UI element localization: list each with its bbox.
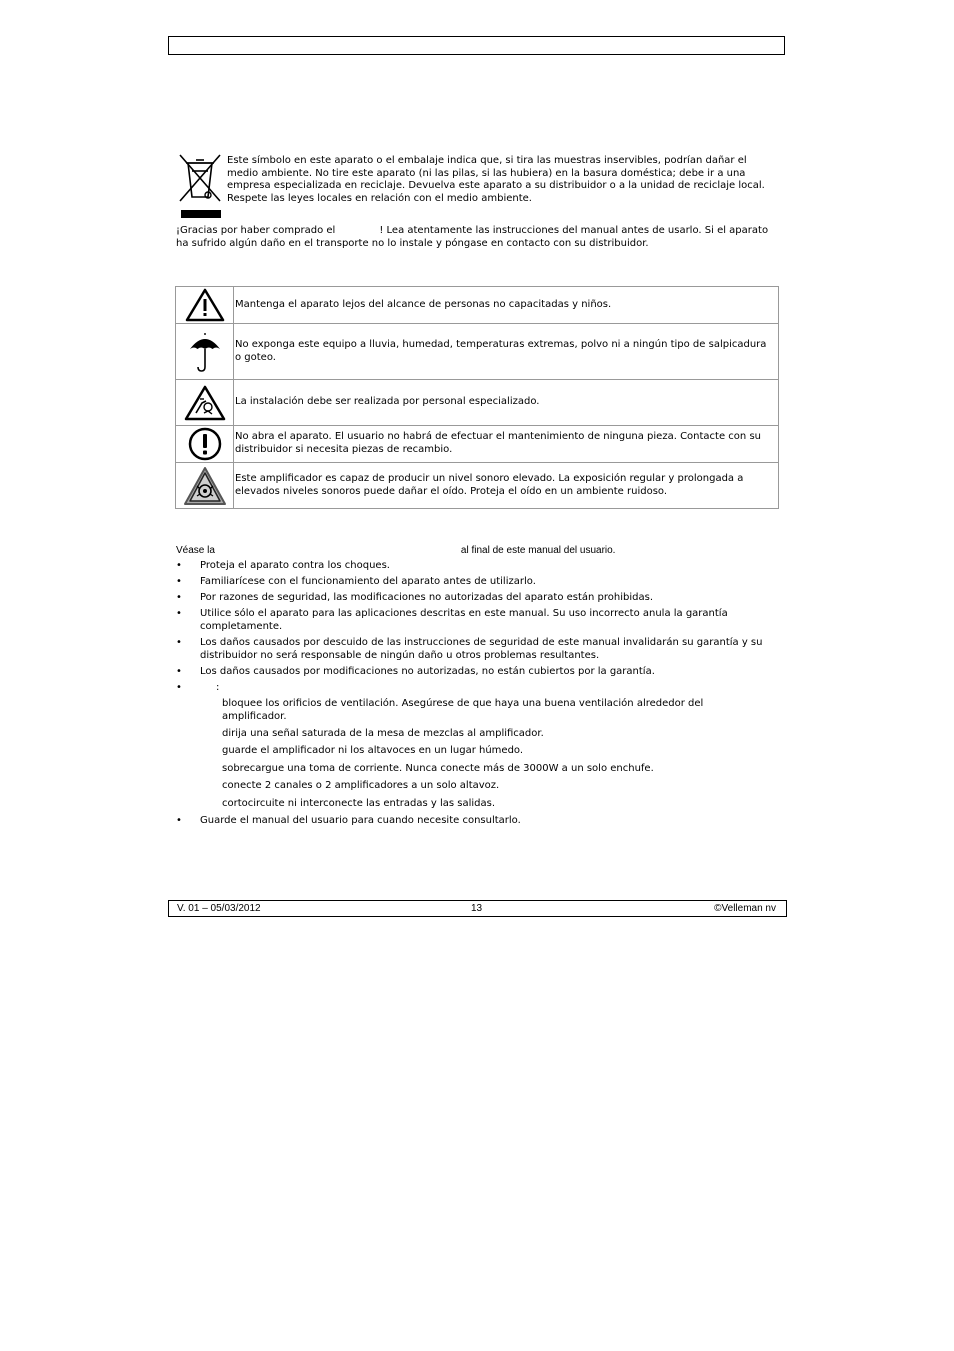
list-item [176,576,776,589]
safety-text: La instalación debe ser realizada por personal especializado. [234,380,779,426]
qualified-personnel-icon [184,385,226,421]
page-header-box [168,36,785,55]
safety-row [176,426,779,463]
list-item-text: Los daños causados por modificaciones no autorizadas, no están cubiertos por la garantía. [200,665,655,677]
safety-row [176,380,779,426]
safety-rules-list [176,560,776,698]
sub-list-item: sobrecargue una toma de corriente. Nunca conecte más de 3000W a un solo enchufe. [222,763,654,774]
list-item-text: Los daños causados por descuido de las instrucciones de seguridad de este manual invalidarán su garantía y su distribuidor no será responsable de ningún daño u otros problemas resultantes. [200,636,763,661]
weee-disposal-text: Este símbolo en este aparato o el embalaje indica que, si tira las muestras inservibles, podrían dañar el medio ambiente. No tire este aparato (ni las pilas, si las hubiera) en la basura doméstica; debe ir a una empresa especializada en reciclaje. Devuelva este aparato a su distribuidor o a la unidad de reciclaje local. Respete las leyes locales en relación con el medio ambiente. [227,155,765,204]
list-item-text: : [216,681,220,693]
thanks-text-part1: ¡Gracias por haber comprado el [176,225,336,236]
sub-list-item: conecte 2 canales o 2 amplificadores a un solo altavoz. [222,780,500,791]
bullet: • [176,636,182,648]
list-item [176,560,776,573]
bullet: • [176,665,182,677]
umbrella-icon [188,331,222,373]
footer-version: V. 01 – 05/03/2012 [177,903,261,914]
list-item-text: Proteja el aparato contra los choques. [200,560,390,571]
crossed-out-wheelie-bin-icon [178,153,224,219]
list-item-text: Familiarícese con el funcionamiento del aparato antes de utilizarlo. [200,576,536,588]
safety-text: Este amplificador es capaz de producir un nivel sonoro elevado. La exposición regular y prolongada a elevados niveles sonoros puede dañar el oído. Proteja el oído en un ambiente ruidoso. [234,463,779,509]
safety-row [176,287,779,324]
bullet: • [176,576,182,588]
bullet: • [176,560,182,571]
thanks-paragraph [176,225,776,250]
hearing-damage-icon [183,466,227,506]
list-item [176,608,776,633]
vease-prefix: Véase la [176,545,215,556]
bullet: • [176,608,182,620]
warning-triangle-icon [185,288,225,322]
vease-suffix: al final de este manual del usuario. [460,545,616,556]
sub-list-item: cortocircuite ni interconecte las entradas y las salidas. [222,798,495,809]
bullet: • [176,815,182,826]
safety-text: Mantenga el aparato lejos del alcance de personas no capacitadas y niños. [234,287,779,324]
list-item [176,682,776,695]
safety-text: No abra el aparato. El usuario no habrá de efectuar el mantenimiento de ninguna pieza. Contacte con su distribuidor si necesita piezas de recambio. [234,426,779,463]
footer-page-number: 13 [471,903,483,914]
list-item-text: Por razones de seguridad, las modificaciones no autorizadas del aparato están prohibidas. [200,592,654,604]
sub-list-item: bloquee los orificios de ventilación. Asegúrese de que haya una buena ventilación alrededor del amplificador. [222,698,704,722]
list-item [176,592,776,605]
list-item-text: Guarde el manual del usuario para cuando necesite consultarlo. [200,815,521,826]
safety-instructions-table [175,286,779,509]
sub-list-item: dirija una señal saturada de la mesa de mezclas al amplificador. [222,728,544,739]
vease-line [176,545,615,558]
bullet: • [176,592,182,604]
list-item [176,666,776,679]
page-footer [168,900,787,917]
list-item-text: Utilice sólo el aparato para las aplicaciones descritas en este manual. Su uso incorrecto anula la garantía completamente. [200,608,728,632]
footer-copyright: ©Velleman nv [714,903,776,914]
safety-row [176,324,779,380]
exclamation-circle-icon [188,427,222,461]
safety-text: No exponga este equipo a lluvia, humedad, temperaturas extremas, polvo ni a ningún tipo de salpicadura o goteo. [234,324,779,380]
thanks-text-part2: ! Lea atentamente las instrucciones del manual antes de usarlo. Si el aparato ha sufrido algún daño en el transporte no lo instale y póngase en contacto con su distribuidor. [176,225,769,249]
bullet: • [176,681,182,693]
list-item [176,637,776,662]
sub-list-item: guarde el amplificador ni los altavoces en un lugar húmedo. [222,745,524,756]
safety-row [176,463,779,509]
